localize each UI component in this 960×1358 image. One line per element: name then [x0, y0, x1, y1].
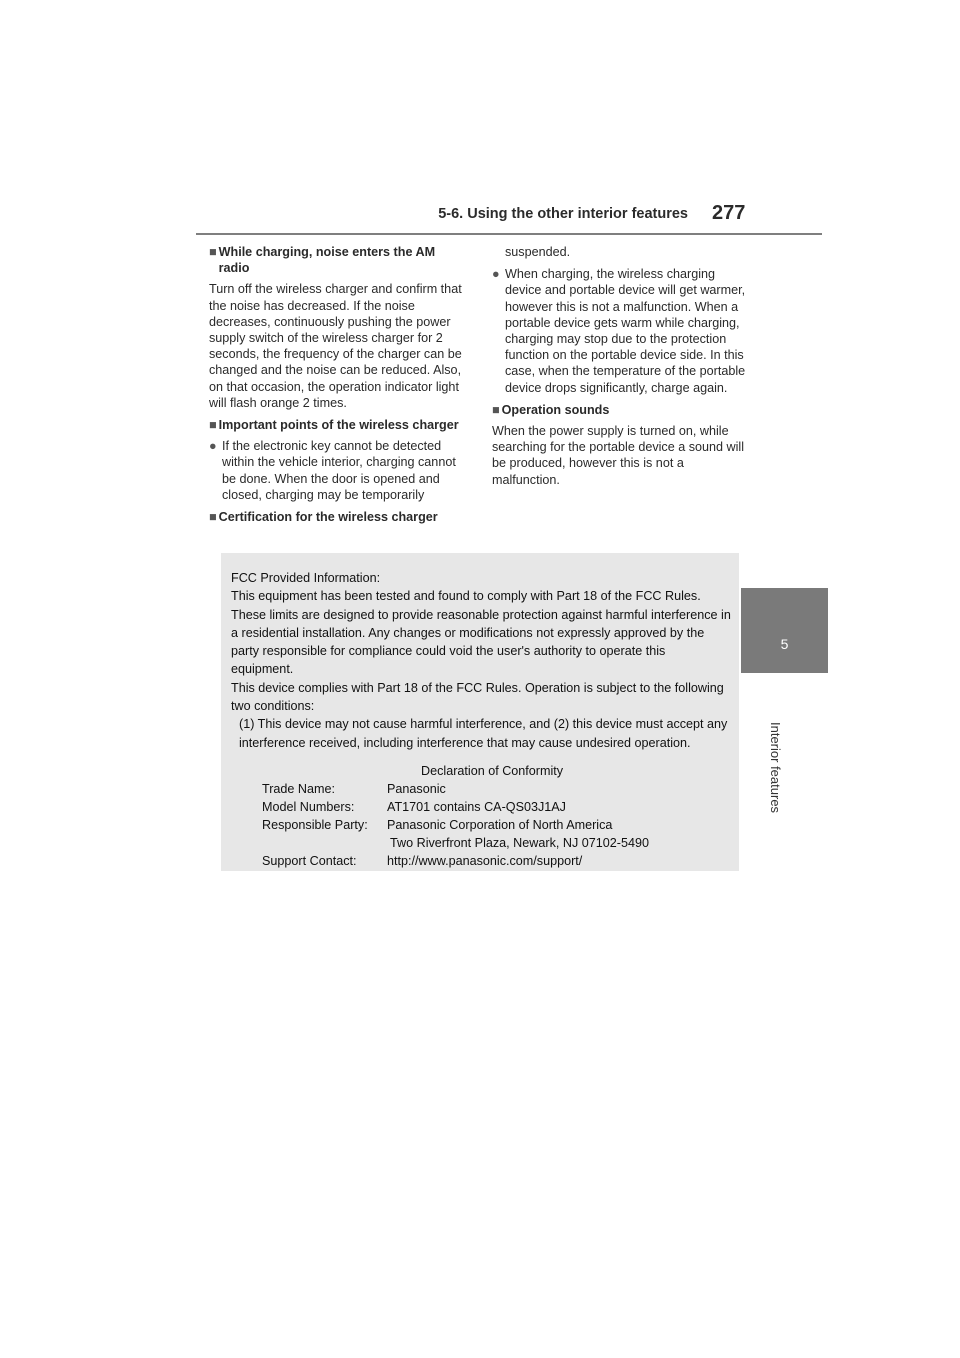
declaration-value: Panasonic	[387, 782, 446, 796]
heading-certification	[209, 509, 469, 525]
declaration-row	[262, 818, 732, 832]
right-column	[492, 244, 752, 494]
fcc-heading: FCC Provided Information:	[231, 571, 381, 585]
square-bullet-icon: ■	[209, 510, 217, 525]
heading-text: Certification for the wireless charger	[218, 510, 438, 525]
heading-text: Important points of the wireless charger	[218, 418, 459, 433]
paragraph-noise: Turn off the wireless charger and confirm that the noise has decreased. If the noise decreases, continuously pushing the power supply switch of the wireless charger for 2 seconds, the frequency of the charger can be changed and the noise can be reduced. Also, on that occasion, the operation indicator light will flash orange 2 times.	[209, 282, 462, 410]
fcc-information-box	[221, 553, 739, 871]
heading-text: While charging, noise enters the AM radio	[218, 245, 436, 276]
circle-bullet-icon: ●	[492, 267, 500, 282]
fcc-conditions-list: (1) This device may not cause harmful interference, and (2) this device must accept any interference received, including interference that may cause undesired operation.	[239, 717, 728, 750]
paragraph-operation-sounds: When the power supply is turned on, while searching for the portable device a sound will be produced, however this is not a malfunction.	[492, 424, 745, 487]
fcc-compliance-text: This equipment has been tested and found to comply with Part 18 of the FCC Rules. These limits are designed to provide reasonable protection against harmful interference in a residential installation. Any changes or modifications not expressly approved by the party responsible for compliance could void the user's authority to operate this equipment.	[231, 589, 731, 677]
square-bullet-icon: ■	[492, 402, 500, 417]
bullet-warm-device	[492, 266, 752, 396]
declaration-row	[262, 854, 732, 868]
declaration-value: Two Riverfront Plaza, Newark, NJ 07102-5490	[390, 836, 649, 850]
heading-text: Operation sounds	[501, 402, 610, 417]
declaration-row	[262, 782, 732, 796]
page-number: 277	[712, 202, 746, 224]
chapter-tab	[741, 588, 828, 673]
chapter-number: 5	[780, 636, 789, 652]
declaration-title: Declaration of Conformity	[421, 764, 564, 778]
bullet-continuation: suspended.	[505, 245, 571, 259]
declaration-label: Responsible Party:	[262, 818, 368, 832]
declaration-row	[262, 836, 732, 850]
chapter-label: Interior features	[768, 722, 783, 814]
declaration-row	[262, 800, 732, 814]
circle-bullet-icon: ●	[209, 439, 217, 454]
declaration-value: Panasonic Corporation of North America	[387, 818, 613, 832]
header-divider	[196, 233, 822, 235]
bullet-text: If the electronic key cannot be detected within the vehicle interior, charging cannot be done. When the door is opened and closed, charging may be temporarily	[222, 439, 456, 502]
section-title: 5-6. Using the other interior features	[438, 206, 688, 222]
declaration-label	[262, 836, 387, 850]
bullet-electronic-key	[209, 438, 469, 503]
declaration-label: Support Contact:	[262, 854, 357, 868]
declaration-value: AT1701 contains CA-QS03J1AJ	[387, 800, 566, 814]
square-bullet-icon: ■	[209, 245, 217, 259]
heading-important-points	[209, 417, 469, 433]
declaration-label: Trade Name:	[262, 782, 336, 796]
declaration-value: http://www.panasonic.com/support/	[387, 854, 583, 868]
heading-am-radio-noise	[209, 244, 469, 276]
fcc-text-block	[231, 569, 731, 752]
declaration-label: Model Numbers:	[262, 800, 355, 814]
heading-operation-sounds	[492, 402, 752, 418]
fcc-conditions-text: This device complies with Part 18 of the FCC Rules. Operation is subject to the following two conditions:	[231, 680, 724, 714]
bullet-text: When charging, the wireless charging device and portable device will get warmer, however this is not a malfunction. When a portable device gets warm while charging, charging may stop due to the protection function on the portable device side. In this case, when the temperature of the portable device drops significantly, charge again.	[505, 267, 746, 395]
left-column	[209, 244, 469, 530]
square-bullet-icon: ■	[209, 418, 217, 433]
